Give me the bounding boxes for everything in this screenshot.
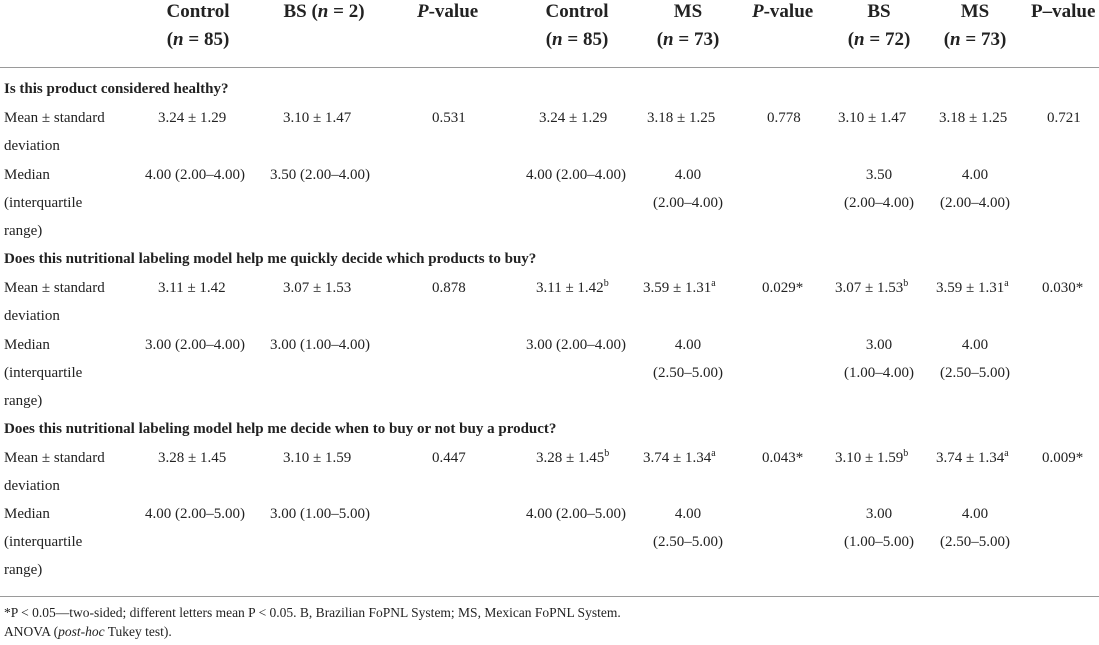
- s1-median-ms-2-range: (2.00–4.00): [940, 195, 1010, 211]
- s2-median-ms-1: 4.00: [674, 337, 702, 353]
- question-3: Does this nutritional labeling model help me decide when to buy or not buy a product?: [4, 421, 557, 437]
- header-ms-2: MS (n = 73): [943, 1, 1007, 50]
- s1-median-ms-2: 4.00: [961, 167, 989, 183]
- s2-median-control-1: 3.00 (2.00–4.00): [145, 337, 245, 353]
- s1-median-control-1: 4.00 (2.00–4.00): [145, 167, 245, 183]
- mean-label-3: Mean ± standard: [4, 450, 105, 466]
- s2-median-bs-2-range: (1.00–4.00): [844, 365, 914, 381]
- s3-mean-ms-2: 3.74 ± 1.34$^a$: [936, 448, 1009, 466]
- s2-median-bs-1: 3.00 (1.00–4.00): [270, 337, 370, 353]
- header-rule: [0, 67, 1099, 68]
- s1-mean-ms-2: 3.18 ± 1.25: [939, 110, 1008, 126]
- median-label-1b: (interquartile: [4, 195, 83, 211]
- header-pvalue-3: P–value: [1031, 1, 1096, 22]
- median-label-3: Median: [4, 506, 50, 522]
- mean-label-2b: deviation: [4, 308, 60, 324]
- header-bs-1: BS (n = 2): [283, 1, 365, 22]
- s3-mean-ms-1: 3.74 ± 1.34$^a$: [643, 448, 716, 466]
- s2-mean-bs-2: 3.07 ± 1.53$^b$: [835, 278, 909, 296]
- s2-median-bs-2: 3.00: [865, 337, 893, 353]
- s3-median-control-2: 4.00 (2.00–5.00): [526, 506, 626, 522]
- header-pvalue-1: P-value: [417, 1, 479, 22]
- s1-median-bs-2: 3.50: [865, 167, 893, 183]
- s1-pvalue-2: 0.778: [767, 110, 801, 126]
- footer-rule: [0, 596, 1099, 597]
- s1-median-bs-1: 3.50 (2.00–4.00): [270, 167, 370, 183]
- header-bs-2: BS (n = 72): [847, 1, 911, 50]
- question-1: Is this product considered healthy?: [4, 81, 229, 97]
- footnote-anova: ANOVA (post-hoc Tukey test).: [4, 624, 172, 639]
- s3-median-ms-2-range: (2.50–5.00): [940, 534, 1010, 550]
- median-label-3c: range): [4, 562, 43, 578]
- s3-pvalue-1: 0.447: [432, 450, 466, 466]
- s1-mean-ms-1: 3.18 ± 1.25: [647, 110, 716, 126]
- question-2: Does this nutritional labeling model help me quickly decide which products to buy?: [4, 251, 537, 267]
- s3-median-bs-2: 3.00: [865, 506, 893, 522]
- s2-pvalue-3: 0.030*: [1042, 280, 1084, 296]
- header-pvalue-2: P-value: [752, 1, 814, 22]
- s1-mean-control-1: 3.24 ± 1.29: [158, 110, 227, 126]
- s2-mean-bs-1: 3.07 ± 1.53: [283, 280, 352, 296]
- s2-mean-ms-1: 3.59 ± 1.31$^a$: [643, 278, 716, 296]
- s3-median-bs-1: 3.00 (1.00–5.00): [270, 506, 370, 522]
- median-label-2b: (interquartile: [4, 365, 83, 381]
- s3-median-ms-1-range: (2.50–5.00): [653, 534, 723, 550]
- median-label-2: Median: [4, 337, 50, 353]
- s2-mean-ms-2: 3.59 ± 1.31$^a$: [936, 278, 1009, 296]
- s3-pvalue-3: 0.009*: [1042, 450, 1084, 466]
- s2-median-ms-1-range: (2.50–5.00): [653, 365, 723, 381]
- median-label-3b: (interquartile: [4, 534, 83, 550]
- s1-mean-bs-2: 3.10 ± 1.47: [838, 110, 907, 126]
- header-ms-1: MS (n = 73): [656, 1, 720, 50]
- s3-median-ms-2: 4.00: [961, 506, 989, 522]
- median-label-1c: range): [4, 223, 43, 239]
- s1-median-bs-2-range: (2.00–4.00): [844, 195, 914, 211]
- mean-label-2: Mean ± standard: [4, 280, 105, 296]
- s2-pvalue-2: 0.029*: [762, 280, 804, 296]
- s3-median-control-1: 4.00 (2.00–5.00): [145, 506, 245, 522]
- s2-median-ms-2-range: (2.50–5.00): [940, 365, 1010, 381]
- s3-median-ms-1: 4.00: [674, 506, 702, 522]
- s1-median-ms-1-range: (2.00–4.00): [653, 195, 723, 211]
- s3-median-bs-2-range: (1.00–5.00): [844, 534, 914, 550]
- s2-median-control-2: 3.00 (2.00–4.00): [526, 337, 626, 353]
- s2-pvalue-1: 0.878: [432, 280, 466, 296]
- s1-pvalue-1: 0.531: [432, 110, 466, 126]
- s1-pvalue-3: 0.721: [1047, 110, 1081, 126]
- median-label-2c: range): [4, 393, 43, 409]
- mean-label-1: Mean ± standard: [4, 110, 105, 126]
- s1-median-control-2: 4.00 (2.00–4.00): [526, 167, 626, 183]
- mean-label-1b: deviation: [4, 138, 60, 154]
- mean-label-3b: deviation: [4, 478, 60, 494]
- s1-median-ms-1: 4.00: [674, 167, 702, 183]
- s3-pvalue-2: 0.043*: [762, 450, 804, 466]
- s2-mean-control-2: 3.11 ± 1.42$^b$: [536, 278, 609, 296]
- s3-mean-control-1: 3.28 ± 1.45: [158, 450, 227, 466]
- s1-mean-bs-1: 3.10 ± 1.47: [283, 110, 352, 126]
- s3-mean-control-2: 3.28 ± 1.45$^b$: [536, 448, 610, 466]
- header-control-2: Control (n = 85): [545, 1, 609, 50]
- s3-mean-bs-1: 3.10 ± 1.59: [283, 450, 352, 466]
- footnote-significance: *P < 0.05—two-sided; different letters mean P < 0.05. B, Brazilian FoPNL System; MS, Mexican FoPNL System.: [4, 605, 621, 620]
- s2-mean-control-1: 3.11 ± 1.42: [158, 280, 226, 296]
- s3-mean-bs-2: 3.10 ± 1.59$^b$: [835, 448, 909, 466]
- header-control-1: Control (n = 85): [166, 1, 230, 50]
- s1-mean-control-2: 3.24 ± 1.29: [539, 110, 608, 126]
- s2-median-ms-2: 4.00: [961, 337, 989, 353]
- median-label-1: Median: [4, 167, 50, 183]
